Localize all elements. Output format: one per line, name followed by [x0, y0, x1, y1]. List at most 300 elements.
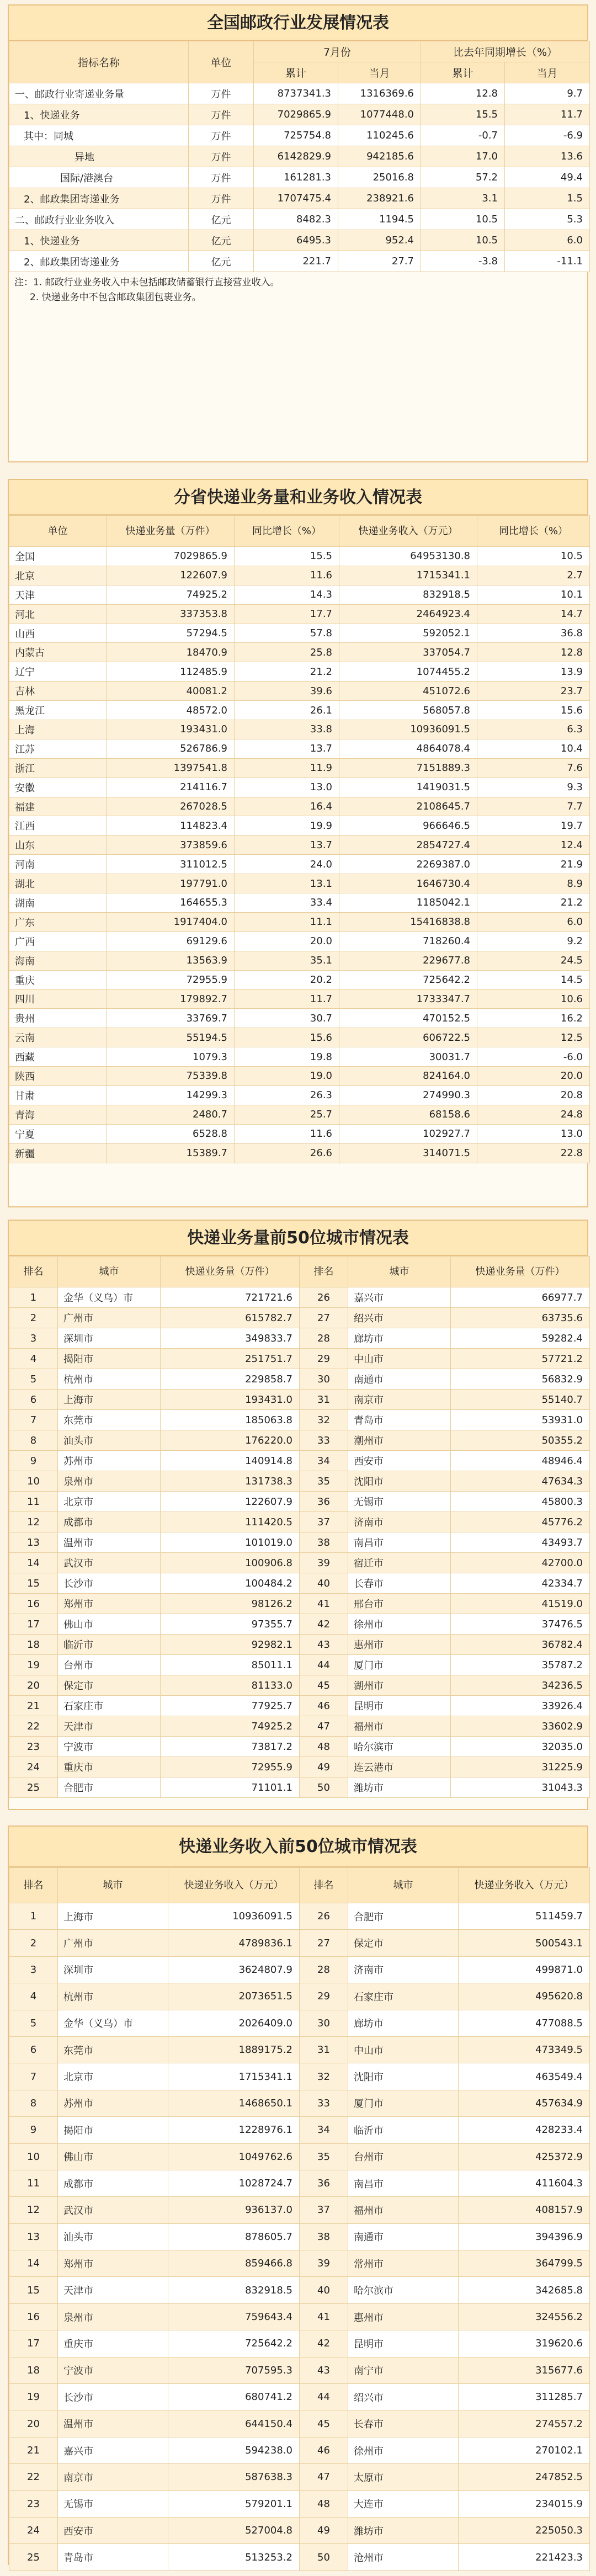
city-revenue-table — [9, 1867, 590, 2571]
rank-cell: 17 — [9, 1614, 58, 1635]
value-cell: 85011.1 — [161, 1655, 300, 1675]
table-row — [9, 1614, 590, 1635]
city-cell: 石家庄市 — [348, 1983, 459, 2010]
city-cell: 厦门市 — [348, 1655, 451, 1675]
revenue-cell: 824164.0 — [339, 1067, 477, 1086]
value-cell: 122607.9 — [161, 1492, 300, 1512]
table-row — [9, 1492, 590, 1512]
revenue-growth-cell: 10.1 — [477, 585, 590, 604]
value-cell: 425372.9 — [459, 2143, 590, 2170]
volume-growth-cell: 14.3 — [235, 585, 339, 604]
table-row — [9, 1903, 590, 1930]
revenue-cell: 592052.1 — [339, 624, 477, 643]
revenue-growth-cell: 20.8 — [477, 1085, 590, 1105]
table-row — [9, 1390, 590, 1410]
volume-growth-cell: 57.8 — [235, 624, 339, 643]
value-cell: 42334.7 — [451, 1573, 590, 1594]
table-row — [9, 1287, 590, 1308]
city-cell: 东莞市 — [58, 2036, 168, 2063]
table-row — [9, 83, 590, 104]
revenue-growth-cell: 9.2 — [477, 932, 590, 951]
table-row — [9, 125, 590, 146]
volume-growth-cell: 25.7 — [235, 1105, 339, 1124]
rank-cell: 11 — [9, 1492, 58, 1512]
rank-cell: 22 — [9, 2464, 58, 2490]
national-overview-title: 全国邮政行业发展情况表 — [9, 6, 587, 41]
rank-cell: 36 — [300, 2170, 348, 2196]
city-revenue-section — [8, 1825, 588, 2565]
rank-cell: 36 — [300, 1492, 348, 1512]
revenue-growth-cell: 13.0 — [477, 1124, 590, 1143]
rank-cell: 48 — [300, 1737, 348, 1757]
rank-cell: 13 — [9, 1532, 58, 1553]
value-cell: 832918.5 — [168, 2277, 300, 2303]
revenue-cell: 1715341.1 — [339, 566, 477, 585]
rank-cell: 21 — [9, 1696, 58, 1716]
volume-cell: 179892.7 — [107, 989, 235, 1009]
city-cell: 潍坊市 — [348, 1777, 451, 1798]
rank-cell: 32 — [300, 2063, 348, 2090]
city-cell: 连云港市 — [348, 1757, 451, 1777]
table-row — [9, 874, 590, 893]
cumulative-cell: 8482.3 — [254, 209, 338, 230]
revenue-growth-cell: 2.7 — [477, 566, 590, 585]
current-month-cell: 238921.6 — [338, 188, 421, 209]
revenue-cell: 451072.6 — [339, 682, 477, 701]
value-cell: 342685.8 — [459, 2277, 590, 2303]
rank-cell: 9 — [9, 2117, 58, 2143]
value-cell: 140914.8 — [161, 1451, 300, 1471]
volume-growth-cell: 11.9 — [235, 758, 339, 778]
rank-cell: 42 — [300, 1614, 348, 1635]
value-cell: 100906.8 — [161, 1553, 300, 1573]
volume-cell: 55194.5 — [107, 1028, 235, 1047]
city-cell: 中山市 — [348, 1349, 451, 1369]
table-row — [9, 251, 590, 272]
revenue-growth-cell: 14.5 — [477, 970, 590, 989]
value-cell: 57721.2 — [451, 1349, 590, 1369]
table-row — [9, 547, 590, 566]
city-cell: 金华（义乌）市 — [58, 2010, 168, 2036]
rank-cell: 35 — [300, 2143, 348, 2170]
volume-cell: 75339.8 — [107, 1067, 235, 1086]
unit-cell: 亿元 — [189, 209, 254, 230]
rank-cell: 26 — [300, 1903, 348, 1930]
rank-cell: 27 — [300, 1930, 348, 1956]
revenue-growth-cell: 8.9 — [477, 874, 590, 893]
volume-growth-cell: 20.0 — [235, 932, 339, 951]
rank-cell: 34 — [300, 1451, 348, 1471]
rank-cell: 4 — [9, 1983, 58, 2010]
value-cell: 225050.3 — [459, 2517, 590, 2543]
revenue-growth-cell: 7.6 — [477, 758, 590, 778]
value-cell: 234015.9 — [459, 2490, 590, 2517]
city-cell: 潮州市 — [348, 1430, 451, 1451]
province-cell: 重庆 — [9, 970, 107, 989]
city-cell: 武汉市 — [58, 1553, 161, 1573]
table-row — [9, 2464, 590, 2490]
table-row — [9, 209, 590, 230]
unit-cell: 亿元 — [189, 251, 254, 272]
city-cell: 嘉兴市 — [58, 2437, 168, 2463]
table-row — [9, 2197, 590, 2223]
table-row — [9, 2437, 590, 2463]
city-volume-table — [9, 1256, 590, 1798]
value-cell: 1889175.2 — [168, 2036, 300, 2063]
current-month-cell: 27.7 — [338, 251, 421, 272]
city-cell: 廊坊市 — [348, 2010, 459, 2036]
revenue-cell: 314071.5 — [339, 1143, 477, 1163]
province-cell: 广西 — [9, 932, 107, 951]
revenue-growth-cell: 21.9 — [477, 855, 590, 874]
volume-cell: 122607.9 — [107, 566, 235, 585]
province-cell: 湖南 — [9, 893, 107, 913]
value-cell: 759643.4 — [168, 2303, 300, 2330]
revenue-cell: 2464923.4 — [339, 604, 477, 624]
city-cell: 长春市 — [348, 2410, 459, 2437]
unit-cell: 万件 — [189, 83, 254, 104]
table-row — [9, 816, 590, 835]
table-row — [9, 1471, 590, 1492]
value-cell: 48946.4 — [451, 1451, 590, 1471]
volume-cell: 114823.4 — [107, 816, 235, 835]
growth-current-cell: 6.0 — [505, 230, 590, 251]
city-cell: 无锡市 — [58, 2490, 168, 2517]
cumulative-cell: 8737341.3 — [254, 83, 338, 104]
city-cell: 郑州市 — [58, 2250, 168, 2277]
revenue-cell: 30031.7 — [339, 1047, 477, 1067]
revenue-growth-cell: 19.7 — [477, 816, 590, 835]
current-month-cell: 942185.6 — [338, 146, 421, 167]
header-growth-current: 当月 — [505, 62, 590, 83]
revenue-growth-cell: 22.8 — [477, 1143, 590, 1163]
header-city-2: 城市 — [348, 1868, 459, 1903]
rank-cell: 15 — [9, 2277, 58, 2303]
province-cell: 云南 — [9, 1028, 107, 1047]
table-row — [9, 1716, 590, 1737]
revenue-cell: 10936091.5 — [339, 720, 477, 739]
rank-cell: 38 — [300, 2223, 348, 2250]
revenue-growth-cell: 12.4 — [477, 835, 590, 855]
revenue-growth-cell: 24.8 — [477, 1105, 590, 1124]
table-row — [9, 2303, 590, 2330]
header-revenue-growth: 同比增长（%） — [477, 516, 590, 547]
revenue-growth-cell: 10.6 — [477, 989, 590, 1009]
province-cell: 江西 — [9, 816, 107, 835]
table-row — [9, 2410, 590, 2437]
province-cell: 江苏 — [9, 739, 107, 758]
rank-cell: 2 — [9, 1930, 58, 1956]
rank-cell: 30 — [300, 1369, 348, 1390]
city-cell: 泉州市 — [58, 2303, 168, 2330]
table-row — [9, 1430, 590, 1451]
value-cell: 45800.3 — [451, 1492, 590, 1512]
city-cell: 昆明市 — [348, 1696, 451, 1716]
city-cell: 合肥市 — [348, 1903, 459, 1930]
table-row — [9, 932, 590, 951]
volume-growth-cell: 11.6 — [235, 1124, 339, 1143]
city-cell: 佛山市 — [58, 1614, 161, 1635]
value-cell: 1468650.1 — [168, 2090, 300, 2116]
rank-cell: 44 — [300, 1655, 348, 1675]
value-cell: 63735.6 — [451, 1308, 590, 1328]
city-cell: 青岛市 — [348, 1410, 451, 1430]
city-cell: 揭阳市 — [58, 1349, 161, 1369]
notes — [9, 272, 587, 308]
value-cell: 229858.7 — [161, 1369, 300, 1390]
value-cell: 587638.3 — [168, 2464, 300, 2490]
city-cell: 台州市 — [348, 2143, 459, 2170]
value-cell: 936137.0 — [168, 2197, 300, 2223]
growth-current-cell: 49.4 — [505, 167, 590, 188]
growth-cumulative-cell: 3.1 — [421, 188, 505, 209]
value-cell: 725642.2 — [168, 2330, 300, 2357]
table-row — [9, 2223, 590, 2250]
rank-cell: 24 — [9, 2517, 58, 2543]
rank-cell: 31 — [300, 1390, 348, 1410]
volume-cell: 112485.9 — [107, 662, 235, 682]
header-growth-cumulative: 累计 — [421, 62, 505, 83]
volume-growth-cell: 25.8 — [235, 643, 339, 662]
table-row — [9, 1737, 590, 1757]
city-cell: 绍兴市 — [348, 2384, 459, 2410]
value-cell: 680741.2 — [168, 2384, 300, 2410]
city-cell: 昆明市 — [348, 2330, 459, 2357]
header-rank-2: 排名 — [300, 1868, 348, 1903]
value-cell: 185063.8 — [161, 1410, 300, 1430]
city-cell: 合肥市 — [58, 1777, 161, 1798]
table-row — [9, 104, 590, 125]
rank-cell: 22 — [9, 1716, 58, 1737]
city-cell: 徐州市 — [348, 1614, 451, 1635]
rank-cell: 50 — [300, 1777, 348, 1798]
header-volume-2: 快递业务量（万件） — [451, 1257, 590, 1287]
rank-cell: 31 — [300, 2036, 348, 2063]
rank-cell: 34 — [300, 2117, 348, 2143]
table-row — [9, 970, 590, 989]
revenue-cell: 966646.5 — [339, 816, 477, 835]
rank-cell: 39 — [300, 2250, 348, 2277]
value-cell: 33602.9 — [451, 1716, 590, 1737]
table-row — [9, 2250, 590, 2277]
city-cell: 南通市 — [348, 1369, 451, 1390]
table-row — [9, 739, 590, 758]
rank-cell: 18 — [9, 1635, 58, 1655]
rank-cell: 4 — [9, 1349, 58, 1369]
city-cell: 绍兴市 — [348, 1308, 451, 1328]
rank-cell: 41 — [300, 1594, 348, 1614]
volume-cell: 48572.0 — [107, 701, 235, 720]
revenue-growth-cell: 13.9 — [477, 662, 590, 682]
revenue-growth-cell: 7.7 — [477, 797, 590, 816]
value-cell: 31225.9 — [451, 1757, 590, 1777]
volume-growth-cell: 13.1 — [235, 874, 339, 893]
city-cell: 南京市 — [348, 1390, 451, 1410]
rank-cell: 39 — [300, 1553, 348, 1573]
table-row — [9, 1028, 590, 1047]
table-row — [9, 797, 590, 816]
revenue-cell: 337054.7 — [339, 643, 477, 662]
city-cell: 苏州市 — [58, 2090, 168, 2116]
rank-cell: 38 — [300, 1532, 348, 1553]
revenue-cell: 15416838.8 — [339, 912, 477, 932]
revenue-growth-cell: 10.5 — [477, 547, 590, 566]
value-cell: 36782.4 — [451, 1635, 590, 1655]
city-cell: 保定市 — [58, 1675, 161, 1696]
unit-cell: 万件 — [189, 125, 254, 146]
table-row — [9, 1124, 590, 1143]
value-cell: 131738.3 — [161, 1471, 300, 1492]
header-revenue-2: 快递业务收入（万元） — [459, 1868, 590, 1903]
volume-growth-cell: 24.0 — [235, 855, 339, 874]
volume-cell: 15389.7 — [107, 1143, 235, 1163]
value-cell: 74925.2 — [161, 1716, 300, 1737]
rank-cell: 37 — [300, 2197, 348, 2223]
rank-cell: 20 — [9, 2410, 58, 2437]
city-cell: 南京市 — [58, 2464, 168, 2490]
value-cell: 644150.4 — [168, 2410, 300, 2437]
value-cell: 81133.0 — [161, 1675, 300, 1696]
value-cell: 72955.9 — [161, 1757, 300, 1777]
rank-cell: 9 — [9, 1451, 58, 1471]
rank-cell: 49 — [300, 2517, 348, 2543]
city-cell: 福州市 — [348, 1716, 451, 1737]
table-row — [9, 893, 590, 913]
rank-cell: 32 — [300, 1410, 348, 1430]
indicator-name: 国际/港澳台 — [9, 167, 189, 188]
province-cell: 贵州 — [9, 1009, 107, 1028]
city-cell: 沈阳市 — [348, 2063, 459, 2090]
unit-cell: 万件 — [189, 104, 254, 125]
table-row — [9, 1983, 590, 2010]
value-cell: 1028724.7 — [168, 2170, 300, 2196]
city-cell: 汕头市 — [58, 1430, 161, 1451]
rank-cell: 33 — [300, 1430, 348, 1451]
unit-cell: 万件 — [189, 188, 254, 209]
city-cell: 东莞市 — [58, 1410, 161, 1430]
city-cell: 天津市 — [58, 1716, 161, 1737]
table-row — [9, 624, 590, 643]
rank-cell: 24 — [9, 1757, 58, 1777]
city-cell: 金华（义乌）市 — [58, 1287, 161, 1308]
province-cell: 全国 — [9, 547, 107, 566]
city-cell: 上海市 — [58, 1903, 168, 1930]
province-cell: 新疆 — [9, 1143, 107, 1163]
header-revenue: 快递业务收入（万元） — [339, 516, 477, 547]
cumulative-cell: 725754.8 — [254, 125, 338, 146]
volume-cell: 373859.6 — [107, 835, 235, 855]
table-row — [9, 1956, 590, 1983]
table-row — [9, 1047, 590, 1067]
table-row — [9, 720, 590, 739]
table-row — [9, 701, 590, 720]
current-month-cell: 1194.5 — [338, 209, 421, 230]
province-section — [8, 479, 588, 1207]
header-unit: 单位 — [9, 516, 107, 547]
rank-cell: 20 — [9, 1675, 58, 1696]
value-cell: 3624807.9 — [168, 1956, 300, 1983]
revenue-growth-cell: 14.7 — [477, 604, 590, 624]
value-cell: 42700.0 — [451, 1553, 590, 1573]
rank-cell: 47 — [300, 1716, 348, 1737]
city-cell: 嘉兴市 — [348, 1287, 451, 1308]
table-row — [9, 2544, 590, 2570]
unit-cell: 万件 — [189, 146, 254, 167]
rank-cell: 27 — [300, 1308, 348, 1328]
volume-cell: 13563.9 — [107, 951, 235, 970]
rank-cell: 28 — [300, 1328, 348, 1349]
table-row — [9, 1777, 590, 1798]
city-cell: 济南市 — [348, 1956, 459, 1983]
growth-cumulative-cell: -3.8 — [421, 251, 505, 272]
table-row — [9, 1328, 590, 1349]
revenue-cell: 1074455.2 — [339, 662, 477, 682]
growth-current-cell: 11.7 — [505, 104, 590, 125]
value-cell: 411604.3 — [459, 2170, 590, 2196]
table-row — [9, 1655, 590, 1675]
volume-cell: 6528.8 — [107, 1124, 235, 1143]
table-row — [9, 912, 590, 932]
value-cell: 527004.8 — [168, 2517, 300, 2543]
volume-growth-cell: 26.6 — [235, 1143, 339, 1163]
city-cell: 北京市 — [58, 2063, 168, 2090]
cumulative-cell: 1707475.4 — [254, 188, 338, 209]
city-cell: 南通市 — [348, 2223, 459, 2250]
city-cell: 杭州市 — [58, 1983, 168, 2010]
value-cell: 37476.5 — [451, 1614, 590, 1635]
header-indicator-name: 指标名称 — [9, 41, 189, 83]
revenue-growth-cell: 20.0 — [477, 1067, 590, 1086]
volume-growth-cell: 33.4 — [235, 893, 339, 913]
table-row — [9, 2170, 590, 2196]
table-row — [9, 2010, 590, 2036]
header-current-month: 当月 — [338, 62, 421, 83]
value-cell: 1228976.1 — [168, 2117, 300, 2143]
city-cell: 湖州市 — [348, 1675, 451, 1696]
rank-cell: 28 — [300, 1956, 348, 1983]
value-cell: 324556.2 — [459, 2303, 590, 2330]
growth-cumulative-cell: 12.8 — [421, 83, 505, 104]
value-cell: 270102.1 — [459, 2437, 590, 2463]
rank-cell: 46 — [300, 2437, 348, 2463]
volume-growth-cell: 13.7 — [235, 739, 339, 758]
table-row — [9, 1009, 590, 1028]
indicator-name: 二、邮政行业业务收入 — [9, 209, 189, 230]
volume-cell: 74925.2 — [107, 585, 235, 604]
city-cell: 南昌市 — [348, 2170, 459, 2196]
growth-current-cell: -6.9 — [505, 125, 590, 146]
table-row — [9, 2063, 590, 2090]
rank-cell: 1 — [9, 1903, 58, 1930]
rank-cell: 42 — [300, 2330, 348, 2357]
volume-cell: 40081.2 — [107, 682, 235, 701]
revenue-cell: 1419031.5 — [339, 778, 477, 797]
rank-cell: 10 — [9, 2143, 58, 2170]
volume-growth-cell: 39.6 — [235, 682, 339, 701]
city-cell: 佛山市 — [58, 2143, 168, 2170]
rank-cell: 26 — [300, 1287, 348, 1308]
indicator-name: 2、邮政集团寄递业务 — [9, 188, 189, 209]
table-row — [9, 2517, 590, 2543]
table-row — [9, 1573, 590, 1594]
table-row — [9, 2090, 590, 2116]
revenue-growth-cell: 21.2 — [477, 893, 590, 913]
rank-cell: 50 — [300, 2544, 348, 2570]
volume-cell: 164655.3 — [107, 893, 235, 913]
value-cell: 251751.7 — [161, 1349, 300, 1369]
city-cell: 廊坊市 — [348, 1328, 451, 1349]
city-cell: 福州市 — [348, 2197, 459, 2223]
